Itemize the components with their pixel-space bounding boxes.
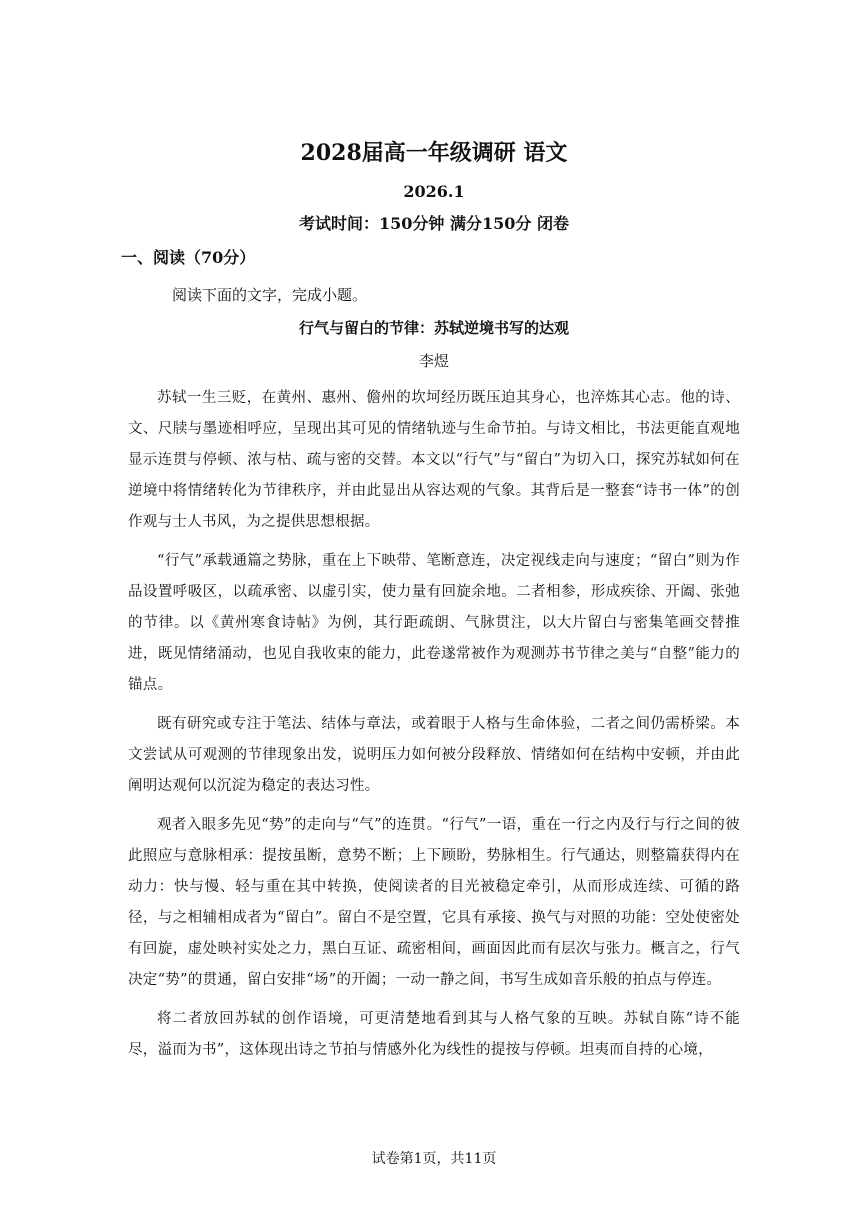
article-paragraph: 观者入眼多先见“势”的走向与“气”的连贯。“行气”一语，重在一行之内及行与行之间的彼此照应与意脉相承：提按虽断，意势不断；上下顾盼，势脉相生。行气通达，则整篇获得内在动力：快与慢、轻与重在其中转换，使阅读者的目光被稳定牵引，从而形成连续、可循的路径，与之相辅相成者为“留白”。留白不是空置，它具有承接、换气与对照的功能：空处使密处有回旋，虚处映衬实处之力，黑白互证、疏密相间，画面因此而有层次与张力。概言之，行气决定“势”的贯通，留白安排“场”的开阖；一动一静之间，书写生成如音乐般的拍点与停连。 [128,817,740,988]
article-body [128,383,740,1074]
article-paragraph: 将二者放回苏轼的创作语境，可更清楚地看到其与人格气象的互映。苏轼自陈“诗不能尽，溢而为书”，这体现出诗之节拍与情感外化为线性的提按与停顿。坦夷而自持的心境， [128,1011,740,1058]
article-paragraph: 既有研究或专注于笔法、结体与章法，或着眼于人格与生命体验，二者之间仍需桥梁。本文尝试从可观测的节律现象出发，说明压力如何被分段释放、情绪如何在结构中安顿，并由此阐明达观何以沉淀为稳定的表达习性。 [128,716,740,794]
article-title: 行气与留白的节律：苏轼逆境书写的达观 [298,319,569,337]
exam-title: 2028届高一年级调研 语文 [300,140,568,166]
article-paragraph: 苏轼一生三贬，在黄州、惠州、儋州的坎坷经历既压迫其身心，也淬炼其心志。他的诗、文、尺牍与墨迹相呼应，呈现出其可见的情绪轨迹与生命节拍。与诗文相比，书法更能直观地显示连贯与停顿、浓与枯、疏与密的交替。本文以“行气”与“留白”为切入口，探究苏轼如何在逆境中将情绪转化为节律秩序，并由此显出从容达观的气象。其背后是一整套“诗书一体”的创作观与士人书风，为之提供思想根据。 [128,390,740,530]
reading-instruction: 阅读下面的文字，完成小题。 [172,286,368,304]
exam-info: 考试时间：150分钟 满分150分 闭卷 [299,214,569,233]
page-footer: 试卷第1页，共11页 [371,1151,497,1167]
article-author: 李煜 [418,352,449,370]
section-heading: 一、阅读（70分） [121,248,256,267]
exam-date: 2026.1 [403,182,465,201]
article-paragraph: “行气”承载通篇之势脉，重在上下映带、笔断意连，决定视线走向与速度；“留白”则为作品设置呼吸区，以疏承密、以虚引实，使力量有回旋余地。二者相参，形成疾徐、开阖、张弛的节律。以《黄州寒食诗帖》为例，其行距疏朗、气脉贯注，以大片留白与密集笔画交替推进，既见情绪涌动，也见自我收束的能力，此卷遂常被作为观测苏书节律之美与“自整”能力的锚点。 [128,553,740,693]
